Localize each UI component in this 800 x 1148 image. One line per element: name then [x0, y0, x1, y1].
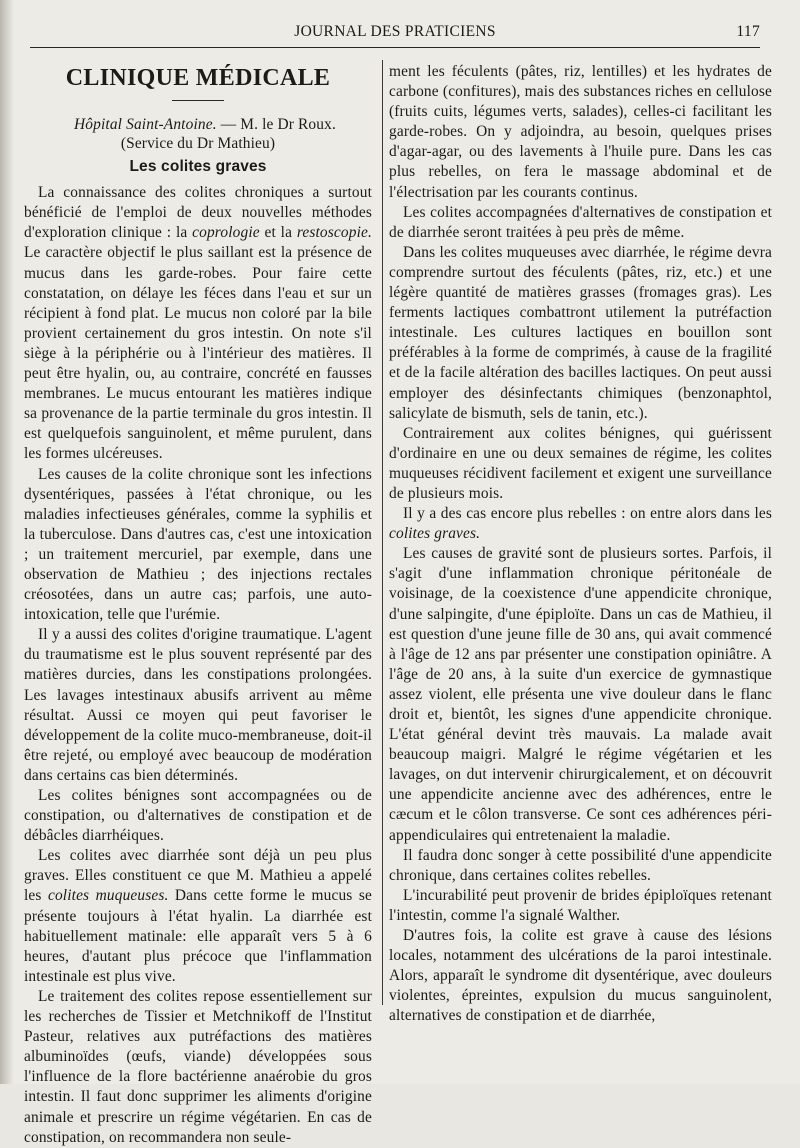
title-rule [172, 100, 224, 101]
text: Les colites avec diarrhée sont déjà un peu plus graves. Elles constituent ce que M. Mathieu a appelé les [24, 847, 372, 905]
paragraph [389, 504, 772, 544]
text: Dans cette forme le mucus se présente toujours à l'état hyalin. La diarrhée est habituellement matinale: elle apparaît vers 5 à 6 heures, d'autant plus précoce que l'inflammation intestinale est plus vive. [24, 887, 372, 985]
paragraph: Le traitement des colites repose essentiellement sur les recherches de Tissier et Metchnikoff de l'Institut Pasteur, relatives aux putréfactions des matières albuminoïdes (œufs, viande) développées sous l'influence de la flore bactérienne anaérobie du gros intestin. Il faut donc supprimer les aliments d'origine animale et prescrire un régime végétarien. En cas de constipation, on recommandera non seule- [24, 987, 372, 1146]
column-divider [382, 60, 383, 1005]
header-rule [30, 47, 760, 48]
page-number: 117 [736, 23, 760, 40]
paragraph: Les causes de gravité sont de plusieurs sortes. Parfois, il s'agit d'une inflammation chronique péritonéale de voisinage, de la coexistence d'une appendicite chronique, d'une salpingite, d'une épiploïte. Dans un cas de Mathieu, il est question d'une jeune fille de 30 ans, qui avait commencé à l'âge de 12 ans par présenter une constipation opiniâtre. A l'âge de 20 ans, à la suite d'un exercice de gymnastique assez violent, elle présenta une vive douleur dans le flanc droit et, bientôt, les signes d'une appendicite chronique. L'état général devint très mauvais. La malade avait beaucoup maigri. Malgré le régime végétarien et les lavages, on dut intervenir chirurgicalement, et on découvrit une appendicite ancienne avec des adhérences, entre le cæcum et le côlon transverse. Ce sont ces adhérences péri-appendiculaires qui entretenaient la maladie. [389, 545, 772, 844]
emphasis: colites muqueuses. [47, 887, 169, 905]
paragraph: Les causes de la colite chronique sont les infections dysentériques, passées à l'état chronique, ou les maladies infectieuses générales, comme la syphilis et la tuberculose. Dans d'autres cas, c'est une intoxication ; un traitement mercuriel, par exemple, dans une observation de Mathieu ; des injections rectales créosotées, dans un autre cas; parfois, une auto-intoxication, telle que l'urémie. [24, 465, 372, 624]
paragraph: Il y a aussi des colites d'origine traumatique. L'agent du traumatisme est le plus souvent représenté par des matières durcies, dans les constipations prolongées. Les lavages intestinaux abusifs arrivent au même résultat. Aussi ce moyen qui peut favoriser le développement de la colite muco-membraneuse, doit-il être rejeté, ou employé avec beaucoup de modération dans certains cas bien déterminés. [24, 626, 372, 784]
page-header [30, 20, 760, 46]
paragraph: Les colites accompagnées d'alternatives de constipation et de diarrhée seront traitées à peu près de même. [389, 203, 772, 241]
right-column [389, 62, 772, 1027]
paragraph-continued: ment les féculents (pâtes, riz, lentilles) et les hydrates de carbone (confitures), mais des substances riches en cellulose (fruits cuits, légumes verts, salades), celles-ci facilitant les garde-robes. On y adjoindra, au besoin, quelques prises d'agar-agar, ou des lavements à l'huile pure. Dans les cas plus rebelles, on fera le massage abdominal et de l'électrisation par les courants continus. [389, 63, 772, 201]
emphasis: restoscopie. [296, 224, 372, 242]
paragraph: D'autres fois, la colite est grave à cause des lésions locales, notamment des ulcérations de la paroi intestinale. Alors, apparaît le syndrome dit dysentérique, avec douleurs violentes, épreintes, expulsion du mucus sanguinolent, alternatives de constipation et de diarrhée, [389, 927, 772, 1025]
paragraph: Contrairement aux colites bénignes, qui guérissent d'ordinaire en une ou deux semaines de régime, les colites muqueuses récidivent facilement et exigent une surveillance de plusieurs mois. [389, 424, 772, 502]
paragraph: L'incurabilité peut provenir de brides épiploïques retenant l'intestin, comme l'a signalé Walther. [389, 886, 772, 924]
article-subtitle: Les colites graves [129, 158, 267, 176]
running-title: JOURNAL DES PRATICIENS [294, 23, 496, 40]
emphasis: colites graves. [389, 525, 481, 543]
paragraph: Dans les colites muqueuses avec diarrhée, le régime devra comprendre surtout des féculents (pâtes, riz, etc.) et une légère quantité de matières grasses (fromages gras). Les ferments lactiques combattront utilement la putréfaction intestinale. Les cultures lactiques en bouillon sont préférables à la forme de comprimés, à cause de la fragilité et de la facile altération des bacilles lactiques. On peut aussi employer des désinfectants chimiques (benzonaphtol, salicylate de bismuth, sels de tanin, etc.). [389, 243, 772, 422]
text: Le caractère objectif le plus saillant est la présence de mucus dans les garde-robes. Pour faire cette constatation, on délaye les féces dans l'eau et sur un récipient à fond plat. Le mucus non coloré par la bile provient certainement du gros intestin. On note s'il siège à la périphérie ou à l'intérieur des matières. Il peut être hyalin, ou, au contraire, concrété en fausses membranes. Le mucus entourant les matières indique sa provenance de la partie terminale du gros intestin. Il est quelquefois sanguinolent, et même purulent, dans les formes ulcéreuses. [24, 244, 372, 463]
emphasis: coprologie [192, 224, 260, 242]
paragraph: Il faudra donc songer à cette possibilité d'une appendicite chronique, dans certaines colites rebelles. [389, 846, 772, 884]
text: et la [259, 224, 297, 242]
paragraph [24, 183, 372, 464]
paragraph: Les colites bénignes sont accompagnées ou de constipation, ou d'alternatives de constipation et de débâcles diarrhéiques. [24, 787, 372, 845]
section-title: CLINIQUE MÉDICALE [65, 65, 331, 91]
author-name: — M. le Dr Roux. [220, 116, 336, 134]
byline [24, 115, 372, 153]
service-name: (Service du Dr Mathieu) [120, 135, 276, 153]
page-edge-shadow [0, 0, 14, 1084]
hospital-name: Hôpital Saint-Antoine. [74, 116, 217, 134]
paragraph [24, 846, 372, 987]
text: La connaissance des colites chroniques a surtout bénéficié de l'emploi de deux nouvelles méthodes d'exploration clinique : la [24, 184, 372, 242]
text: Il y a des cas encore plus rebelles : on entre alors dans les [403, 505, 772, 523]
left-column [24, 62, 372, 1148]
